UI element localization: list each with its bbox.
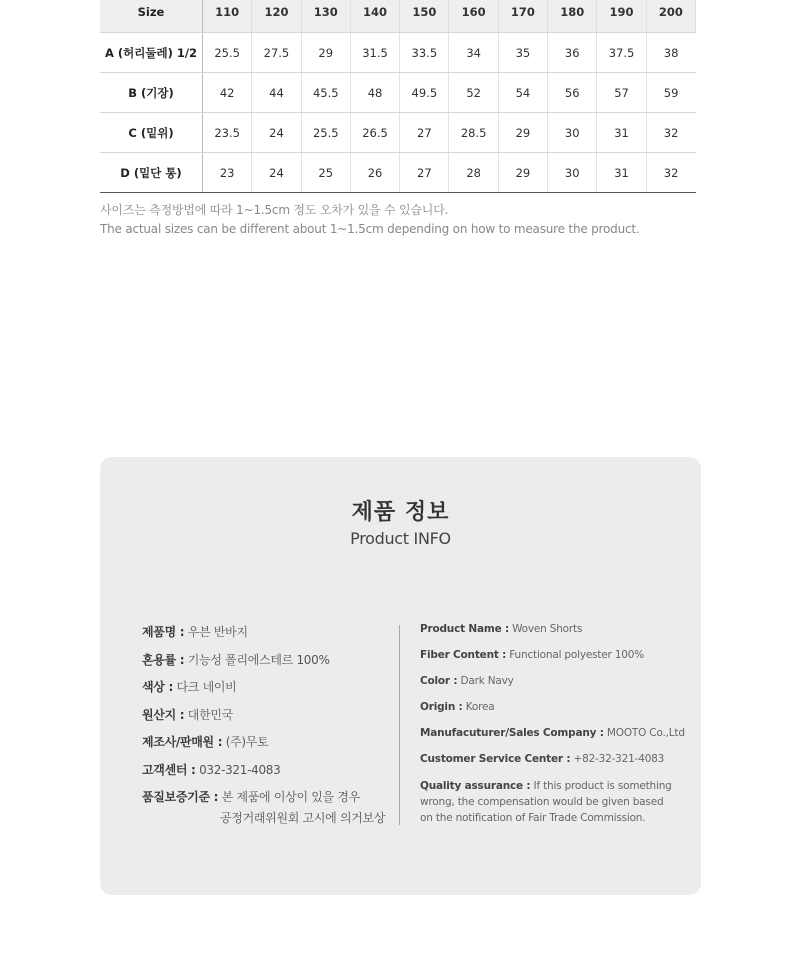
info-value: 본 제품에 이상이 있을 경우 [221, 790, 360, 804]
size-row-b [100, 73, 696, 113]
size-table [100, 0, 696, 193]
table-cell: 27 [400, 113, 449, 153]
table-cell: 35 [498, 33, 547, 73]
info-key: Origin : [420, 701, 463, 713]
table-cell: 32 [646, 113, 695, 153]
info-row-name [142, 623, 248, 640]
table-cell: 29 [301, 33, 350, 73]
table-cell: 44 [252, 73, 301, 113]
table-cell: 26 [350, 153, 399, 193]
table-cell: 56 [548, 73, 597, 113]
size-header-cell: 200 [646, 0, 695, 33]
info-value: 032-321-4083 [199, 763, 281, 777]
info-value-continued: on the notification of Fair Trade Commission. [420, 812, 646, 824]
table-cell: 26.5 [350, 113, 399, 153]
info-row-maker [142, 733, 268, 750]
info-key: 고객센터 : [142, 763, 196, 777]
info-key: Quality assurance : [420, 780, 531, 792]
info-row-fiber-en [420, 649, 644, 661]
info-value: 다크 네이비 [176, 680, 237, 694]
info-row-quality [142, 788, 360, 805]
size-header-cell: 170 [498, 0, 547, 33]
product-info-panel [100, 457, 701, 895]
table-cell: 49.5 [400, 73, 449, 113]
size-header-cell: 120 [252, 0, 301, 33]
row-label: C (밑위) [100, 113, 203, 153]
table-cell: 52 [449, 73, 498, 113]
table-cell: 48 [350, 73, 399, 113]
size-row-d [100, 153, 696, 193]
info-key: Manufacuturer/Sales Company : [420, 727, 604, 739]
table-cell: 54 [498, 73, 547, 113]
info-value: +82-32-321-4083 [573, 753, 665, 765]
info-key: Fiber Content : [420, 649, 507, 661]
row-label: A (허리둘레) 1/2 [100, 33, 203, 73]
info-row-customer-service [142, 761, 280, 778]
info-value: MOOTO Co.,Ltd [606, 727, 685, 739]
size-note-korean: 사이즈는 측정방법에 따라 1~1.5cm 정도 오차가 있을 수 있습니다. [100, 203, 449, 217]
info-key: 색상 : [142, 680, 173, 694]
info-value: Woven Shorts [512, 623, 583, 635]
table-cell: 32 [646, 153, 695, 193]
column-divider [399, 625, 400, 825]
product-info-subtitle: Product INFO [350, 529, 451, 548]
info-row-color [142, 678, 236, 695]
table-cell: 34 [449, 33, 498, 73]
table-cell: 25 [301, 153, 350, 193]
table-cell: 30 [548, 153, 597, 193]
info-key: Product Name : [420, 623, 509, 635]
row-label: B (기장) [100, 73, 203, 113]
table-cell: 29 [498, 153, 547, 193]
size-header-cell: 130 [301, 0, 350, 33]
size-header-cell: 150 [400, 0, 449, 33]
info-key: 품질보증기준 : [142, 790, 219, 804]
info-row-maker-en [420, 727, 685, 739]
info-key: Color : [420, 675, 458, 687]
table-cell: 31 [597, 153, 646, 193]
size-header-cell: 160 [449, 0, 498, 33]
table-cell: 31.5 [350, 33, 399, 73]
info-row-origin [142, 706, 233, 723]
table-cell: 25.5 [203, 33, 252, 73]
info-value: Korea [465, 701, 495, 713]
info-key: 제품명 : [142, 625, 185, 639]
size-header-cell: 110 [203, 0, 252, 33]
info-value: 기능성 폴리에스테르 100% [187, 653, 330, 667]
info-row-customer-service-en [420, 753, 664, 765]
table-cell: 59 [646, 73, 695, 113]
table-cell: 57 [597, 73, 646, 113]
table-cell: 23.5 [203, 113, 252, 153]
size-header-row [100, 0, 696, 33]
info-row-color-en [420, 675, 514, 687]
info-value: (주)무토 [225, 735, 269, 749]
info-row-origin-en [420, 701, 494, 713]
table-cell: 23 [203, 153, 252, 193]
table-cell: 25.5 [301, 113, 350, 153]
product-info-title: 제품 정보 [351, 500, 450, 525]
table-cell: 36 [548, 33, 597, 73]
size-header-cell: 190 [597, 0, 646, 33]
table-cell: 31 [597, 113, 646, 153]
size-header-cell: 140 [350, 0, 399, 33]
table-cell: 24 [252, 153, 301, 193]
table-cell: 37.5 [597, 33, 646, 73]
info-row-name-en [420, 623, 582, 635]
info-value: 우븐 반바지 [187, 625, 248, 639]
table-cell: 27.5 [252, 33, 301, 73]
table-cell: 38 [646, 33, 695, 73]
info-value: Functional polyester 100% [509, 649, 645, 661]
info-value-continued: 공정거래위원회 고시에 의거보상 [220, 811, 386, 825]
info-key: 원산지 : [142, 708, 185, 722]
size-row-a [100, 33, 696, 73]
size-note-english: The actual sizes can be different about 1~1.5cm depending on how to measure the product. [100, 222, 640, 236]
info-row-fiber [142, 651, 330, 668]
info-value-continued: wrong, the compensation would be given based [420, 796, 664, 808]
table-cell: 28 [449, 153, 498, 193]
table-cell: 45.5 [301, 73, 350, 113]
info-value: 대한민국 [187, 708, 233, 722]
table-cell: 33.5 [400, 33, 449, 73]
table-cell: 24 [252, 113, 301, 153]
size-header-cell: 180 [548, 0, 597, 33]
info-key: Customer Service Center : [420, 753, 571, 765]
info-key: 혼용률 : [142, 653, 185, 667]
info-value: Dark Navy [460, 675, 514, 687]
table-cell: 27 [400, 153, 449, 193]
table-cell: 42 [203, 73, 252, 113]
info-key: 제조사/판매원 : [142, 735, 223, 749]
table-cell: 28.5 [449, 113, 498, 153]
info-row-quality-en [420, 780, 672, 792]
table-cell: 30 [548, 113, 597, 153]
row-label: D (밑단 통) [100, 153, 203, 193]
info-value: If this product is something [533, 780, 672, 792]
size-header-label: Size [100, 0, 203, 33]
table-cell: 29 [498, 113, 547, 153]
size-row-c [100, 113, 696, 153]
